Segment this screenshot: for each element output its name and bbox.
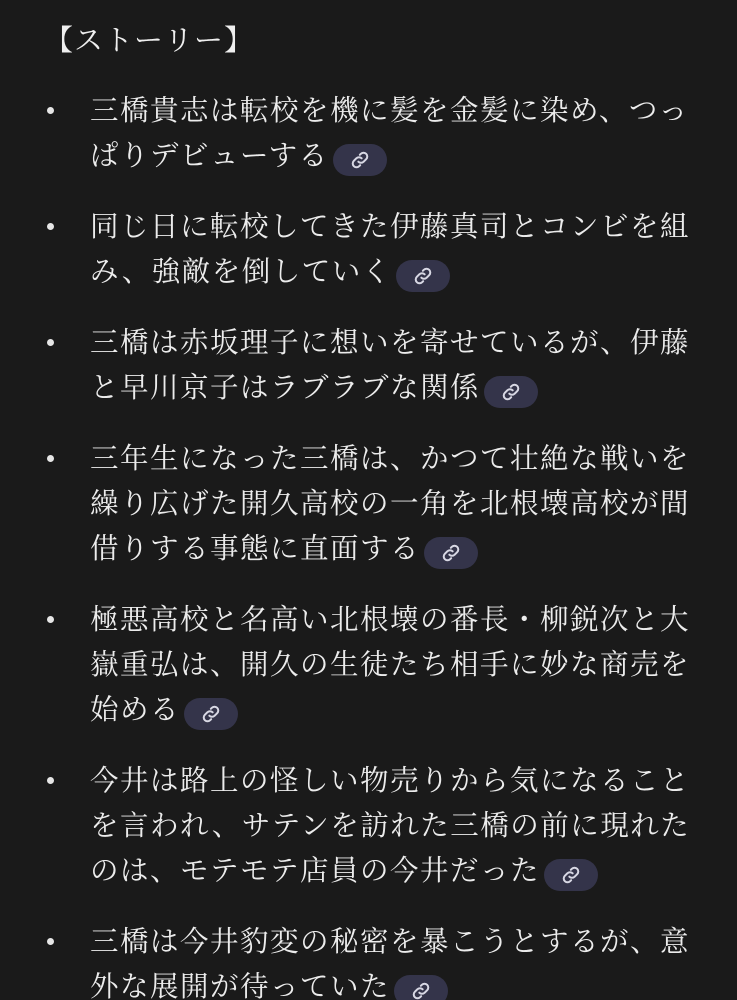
- source-link-button[interactable]: [394, 975, 448, 1000]
- list-item: [44, 88, 697, 178]
- bullet-icon: [47, 938, 54, 945]
- link-icon: [411, 981, 431, 1000]
- list-item: [44, 320, 697, 410]
- story-text: 三橋貴志は転校を機に髪を金髪に染め、つっぱりデビューする: [90, 94, 689, 172]
- link-icon: [201, 704, 221, 724]
- source-link-button[interactable]: [544, 859, 598, 891]
- source-link-button[interactable]: [396, 260, 450, 292]
- link-icon: [350, 150, 370, 170]
- section-heading: 【ストーリー】: [44, 23, 255, 57]
- story-text: 三橋は赤坂理子に想いを寄せているが、伊藤と早川京子はラブラブな関係: [90, 326, 691, 404]
- list-item: [44, 597, 697, 732]
- list-item: [44, 919, 697, 1000]
- link-icon: [413, 266, 433, 286]
- source-link-button[interactable]: [424, 537, 478, 569]
- list-item: [44, 204, 697, 294]
- bullet-icon: [47, 777, 54, 784]
- story-text: 三橋は今井豹変の秘密を暴こうとするが、意外な展開が待っていた: [90, 925, 691, 1000]
- story-text: 極悪高校と名高い北根壊の番長・柳鋭次と大嶽重弘は、開久の生徒たち相手に妙な商売を始める: [90, 603, 691, 726]
- link-icon: [501, 382, 521, 402]
- source-link-button[interactable]: [333, 144, 387, 176]
- list-item: [44, 436, 697, 571]
- story-text: 同じ日に転校してきた伊藤真司とコンビを組み、強敵を倒していく: [90, 210, 691, 288]
- bullet-icon: [47, 223, 54, 230]
- bullet-icon: [47, 107, 54, 114]
- bullet-icon: [47, 339, 54, 346]
- link-icon: [441, 543, 461, 563]
- bullet-icon: [47, 616, 54, 623]
- bullet-icon: [47, 455, 54, 462]
- source-link-button[interactable]: [184, 698, 238, 730]
- source-link-button[interactable]: [484, 376, 538, 408]
- story-text: 三年生になった三橋は、かつて壮絶な戦いを繰り広げた開久高校の一角を北根壊高校が間借りする事態に直面する: [90, 442, 691, 565]
- story-text: 今井は路上の怪しい物売りから気になることを言われ、サテンを訪れた三橋の前に現れたのは、モテモテ店員の今井だった: [90, 764, 691, 887]
- story-list: [44, 88, 697, 1000]
- list-item: [44, 758, 697, 893]
- link-icon: [561, 865, 581, 885]
